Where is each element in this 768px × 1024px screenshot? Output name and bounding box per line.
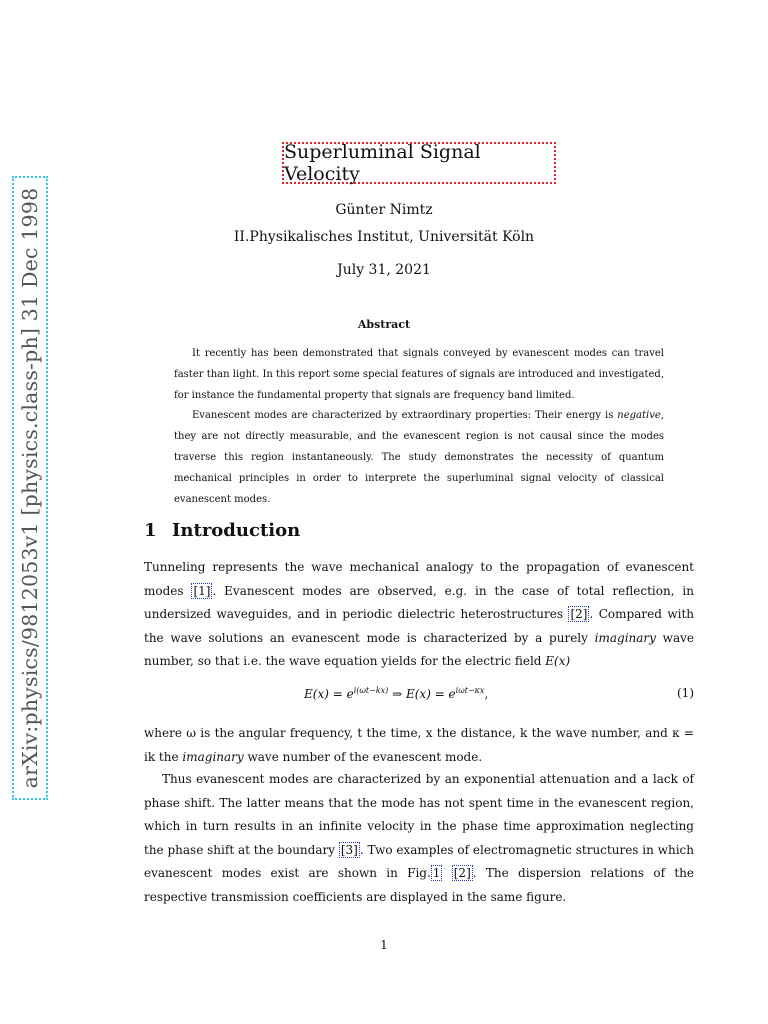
section-number: 1 — [144, 520, 157, 541]
abstract-heading: Abstract — [357, 318, 411, 331]
citation-link[interactable]: [3] — [340, 842, 358, 857]
abstract-text-1: It recently has been demonstrated that signals conveyed by evanescent modes can travel faster than light. In this report some special features of signals are introduced and investigated, for instance the fundamental property that signals are frequency band limited. — [174, 348, 664, 401]
body-text: Thus evanescent modes are characterized by an exponential attenuation and a lack of phase shift. The latter means that the mode has not spent time in the evanescent region, which in turn results in an infinite velocity in the phase time approximation neglecting the phase shift at the boundary — [144, 772, 694, 857]
body-text: wave number, so that i.e. the wave equation yields for the electric field — [144, 630, 694, 668]
abstract-text-2a: Evanescent modes are characterized by extraordinary properties: Their energy is — [192, 410, 618, 421]
equation-number: (1) — [677, 686, 694, 700]
equation-1 — [144, 686, 694, 710]
section-heading — [144, 520, 300, 541]
body-text: Tunneling represents the wave mechanical analogy to the propagation of evanescent modes — [144, 560, 694, 598]
equation-expression — [304, 686, 488, 701]
equation-rhs-exponent: iωt−κx — [455, 686, 485, 695]
abstract-emphasis: negative — [617, 410, 661, 421]
body-paragraph-2 — [144, 722, 694, 769]
math-inline: E(x) — [545, 654, 571, 668]
citation-link[interactable]: [2] — [570, 607, 588, 621]
paper-title: Superluminal Signal Velocity — [284, 141, 481, 185]
body-emphasis: imaginary — [182, 749, 244, 764]
page-number: 1 — [380, 938, 388, 952]
body-text — [442, 866, 451, 880]
equation-lhs-exponent: i(ωt−kx) — [353, 686, 389, 695]
body-text: . Compared with the wave solutions an evanescent mode is characterized by a purely — [144, 607, 695, 645]
body-text: wave number of the evanescent mode. — [243, 749, 483, 764]
author: Günter Nimtz — [335, 202, 433, 218]
figure-link[interactable]: 1 — [432, 866, 441, 880]
equation-arrow: ⇒ — [388, 687, 406, 701]
abstract-paragraph-1 — [174, 343, 664, 406]
equation-lhs: E(x) = e — [304, 687, 354, 701]
body-text: . Evanescent modes are observed, e.g. in the case of total reflection, in undersized waveguides, and in periodic dielectric heterostructures — [144, 583, 694, 621]
body-paragraph-1 — [144, 556, 694, 674]
equation-rhs: E(x) = e — [405, 687, 456, 701]
citation-link[interactable]: [1] — [193, 583, 211, 598]
date: July 31, 2021 — [337, 262, 431, 278]
arxiv-identifier: arXiv:physics/9812053v1 [physics.class-ph] 31 Dec 1998 — [18, 187, 42, 789]
body-text: . The dispersion relations of the respective transmission coefficients are displayed in the same figure. — [144, 866, 694, 904]
abstract-paragraph-2 — [174, 405, 664, 510]
body-emphasis: imaginary — [594, 630, 656, 645]
abstract-text-2b: , they are not directly measurable, and the evanescent region is not causal since the modes traverse this region instantaneously. The study demonstrates the necessity of quantum mechanical principles in order to interprete the superluminal signal velocity of classical evanescent modes. — [174, 410, 664, 505]
equation-punctuation: , — [484, 687, 489, 701]
body-text: . Two examples of electromagnetic structures in which evanescent modes exist are shown in Fig. — [144, 842, 694, 880]
paper-title-link[interactable] — [282, 142, 556, 184]
citation-link[interactable]: [2] — [453, 866, 471, 880]
body-text: where ω is the angular frequency, t the time, x the distance, k the wave number, and κ = ik the — [144, 726, 694, 764]
body-paragraph-3 — [144, 768, 694, 909]
section-title: Introduction — [172, 520, 301, 541]
affiliation: II.Physikalisches Institut, Universität Köln — [233, 229, 535, 245]
